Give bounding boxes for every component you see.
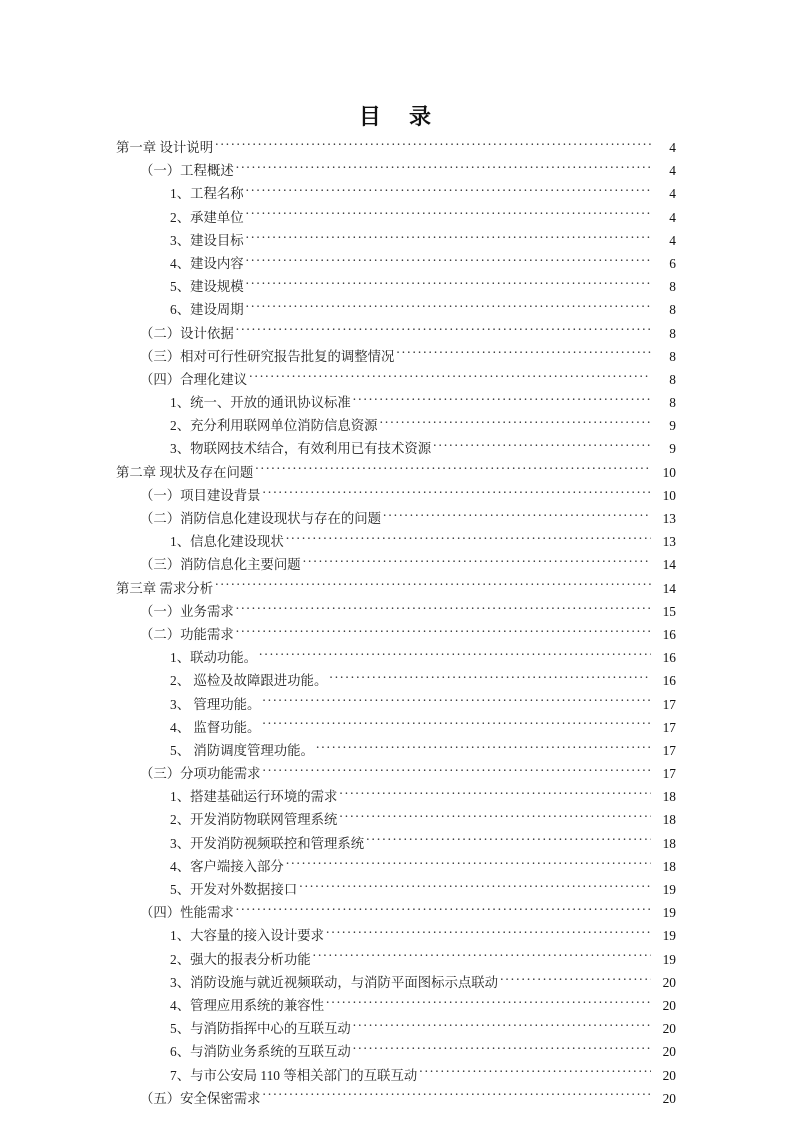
toc-dot-leader: [246, 208, 651, 221]
toc-entry[interactable]: [116, 437, 676, 460]
toc-dot-leader: [246, 301, 651, 314]
toc-dot-leader: [262, 695, 651, 708]
toc-entry-page-number: 17: [662, 766, 676, 782]
toc-entry-page-number: 8: [669, 325, 676, 341]
toc-entry-label: 1、信息化建设现状: [170, 534, 284, 550]
toc-entry-label: 5、 消防调度管理功能。: [170, 742, 314, 758]
toc-entry-page-number: 9: [669, 441, 676, 457]
toc-list: [116, 136, 676, 1110]
toc-entry[interactable]: [116, 808, 676, 831]
toc-entry[interactable]: [116, 901, 676, 924]
toc-entry-label: （三）相对可行性研究报告批复的调整情况: [140, 348, 395, 364]
toc-entry-page-number: 8: [669, 395, 676, 411]
toc-entry-page-number: 18: [662, 835, 676, 851]
toc-entry-page-number: 18: [662, 858, 676, 874]
toc-dot-leader: [303, 556, 651, 569]
toc-dot-leader: [259, 649, 651, 662]
toc-entry[interactable]: [116, 1064, 676, 1087]
toc-dot-leader: [263, 1089, 651, 1102]
toc-entry-label: （二）功能需求: [140, 626, 234, 642]
toc-entry-page-number: 6: [669, 255, 676, 271]
toc-entry[interactable]: [116, 600, 676, 623]
toc-dot-leader: [419, 1066, 651, 1079]
toc-entry-page-number: 17: [662, 696, 676, 712]
toc-dot-leader: [215, 579, 651, 592]
toc-entry-label: 3、 管理功能。: [170, 696, 261, 712]
toc-entry-label: （一）业务需求: [140, 603, 234, 619]
toc-entry-page-number: 4: [669, 232, 676, 248]
toc-entry-label: 1、工程名称: [170, 186, 244, 202]
toc-entry-page-number: 16: [662, 626, 676, 642]
toc-entry[interactable]: [116, 182, 676, 205]
toc-entry-page-number: 19: [662, 882, 676, 897]
toc-entry[interactable]: [116, 832, 676, 855]
toc-entry[interactable]: [116, 924, 676, 947]
toc-entry-page-number: 20: [662, 997, 676, 1013]
toc-entry-page-number: 20: [662, 1021, 676, 1037]
toc-dot-leader: [500, 973, 651, 986]
toc-entry[interactable]: [116, 971, 676, 994]
toc-entry-page-number: 20: [662, 1044, 676, 1060]
toc-entry[interactable]: [116, 345, 676, 368]
toc-entry-label: 2、充分利用联网单位消防信息资源: [170, 418, 378, 434]
toc-dot-leader: [236, 602, 651, 615]
toc-entry[interactable]: [116, 948, 676, 971]
toc-entry-label: 6、与消防业务系统的互联互动: [170, 1044, 351, 1060]
toc-entry-label: 3、消防设施与就近视频联动，与消防平面图标示点联动: [170, 974, 499, 990]
toc-entry[interactable]: [116, 669, 676, 692]
toc-entry[interactable]: [116, 206, 676, 229]
toc-dot-leader: [366, 834, 651, 847]
toc-dot-leader: [263, 765, 651, 778]
toc-dot-leader: [329, 672, 651, 685]
toc-dot-leader: [326, 927, 651, 940]
toc-entry[interactable]: [116, 159, 676, 182]
toc-entry-label: 7、与市公安局 110 等相关部门的互联互动: [170, 1067, 418, 1083]
toc-entry-label: （一）项目建设背景: [140, 487, 261, 503]
toc-entry-page-number: 8: [669, 348, 676, 364]
toc-entry-label: 4、 监督功能。: [170, 719, 261, 735]
toc-dot-leader: [339, 788, 651, 801]
toc-dot-leader: [286, 857, 651, 870]
toc-entry-page-number: 4: [669, 163, 676, 179]
toc-entry[interactable]: [116, 1087, 676, 1110]
toc-entry-page-number: 19: [662, 928, 676, 944]
toc-entry-label: 3、开发消防视频联控和管理系统: [170, 835, 365, 851]
toc-entry-page-number: 14: [662, 557, 676, 573]
toc-entry-page-number: 10: [662, 487, 676, 503]
toc-dot-leader: [353, 394, 651, 407]
toc-entry-page-number: 15: [662, 603, 676, 619]
toc-dot-leader: [236, 162, 651, 175]
toc-entry-page-number: 19: [662, 951, 676, 967]
toc-entry-label: （四）性能需求: [140, 905, 234, 921]
toc-entry-page-number: 8: [669, 279, 676, 295]
toc-entry-label: 第三章 需求分析: [116, 580, 214, 596]
toc-dot-leader: [262, 718, 651, 731]
toc-dot-leader: [236, 324, 651, 337]
toc-entry-page-number: 14: [662, 580, 676, 596]
toc-entry-page-number: 18: [662, 812, 676, 828]
toc-entry[interactable]: [116, 623, 676, 646]
toc-entry-page-number: 20: [662, 974, 676, 990]
toc-dot-leader: [246, 278, 651, 291]
toc-entry-label: 2、承建单位: [170, 209, 244, 225]
toc-dot-leader: [255, 463, 651, 476]
toc-entry[interactable]: [116, 484, 676, 507]
toc-entry[interactable]: [116, 507, 676, 530]
toc-entry[interactable]: [116, 461, 676, 484]
toc-dot-leader: [353, 1020, 651, 1033]
toc-entry[interactable]: [116, 530, 676, 553]
toc-entry-label: （一）工程概述: [140, 163, 234, 179]
toc-dot-leader: [313, 950, 651, 963]
toc-dot-leader: [246, 255, 651, 268]
toc-entry[interactable]: [116, 136, 676, 159]
toc-entry[interactable]: [116, 855, 676, 878]
toc-entry[interactable]: [116, 762, 676, 785]
toc-entry[interactable]: [116, 553, 676, 576]
toc-entry-label: （五）安全保密需求: [140, 1090, 261, 1106]
toc-entry-label: 1、大容量的接入设计要求: [170, 928, 324, 944]
toc-entry-page-number: 16: [662, 673, 676, 689]
toc-dot-leader: [299, 881, 651, 894]
toc-entry-page-number: 4: [669, 186, 676, 202]
toc-entry-label: 第二章 现状及存在问题: [116, 464, 254, 480]
toc-entry[interactable]: [116, 229, 676, 252]
toc-entry-page-number: 20: [662, 1090, 676, 1106]
toc-dot-leader: [263, 486, 651, 499]
toc-entry-label: （三）分项功能需求: [140, 766, 261, 782]
toc-entry[interactable]: [116, 994, 676, 1017]
toc-dot-leader: [215, 139, 651, 152]
toc-dot-leader: [236, 626, 651, 639]
toc-entry-label: 2、强大的报表分析功能: [170, 951, 311, 967]
toc-entry-label: （四）合理化建议: [140, 371, 248, 387]
toc-entry-page-number: 17: [662, 719, 676, 735]
toc-entry[interactable]: [116, 646, 676, 669]
toc-entry-label: 4、管理应用系统的兼容性: [170, 997, 324, 1013]
toc-entry-label: 3、物联网技术结合，有效利用已有技术资源: [170, 441, 432, 457]
toc-entry[interactable]: [116, 739, 676, 762]
toc-entry-page-number: 17: [662, 742, 676, 758]
toc-entry-label: 5、建设规模: [170, 279, 244, 295]
toc-entry[interactable]: [116, 785, 676, 808]
toc-dot-leader: [339, 811, 651, 824]
toc-entry-page-number: 9: [669, 418, 676, 434]
toc-entry-label: 4、客户端接入部分: [170, 858, 284, 874]
toc-dot-leader: [326, 997, 651, 1010]
toc-dot-leader: [353, 1043, 651, 1056]
toc-entry-page-number: 13: [662, 511, 676, 526]
toc-entry-label: 1、统一、开放的通讯协议标准: [170, 395, 351, 411]
toc-entry-label: 1、联动功能。: [170, 650, 258, 666]
toc-entry-page-number: 20: [662, 1067, 676, 1083]
toc-dot-leader: [246, 185, 651, 198]
toc-entry-label: 6、建设周期: [170, 302, 244, 318]
toc-entry-page-number: 18: [662, 789, 676, 805]
toc-dot-leader: [249, 370, 651, 383]
toc-entry[interactable]: [116, 391, 676, 414]
toc-entry[interactable]: [116, 716, 676, 739]
toc-entry-label: 1、搭建基础运行环境的需求: [170, 789, 338, 805]
toc-dot-leader: [383, 510, 651, 523]
toc-entry-label: 4、建设内容: [170, 255, 244, 271]
toc-entry[interactable]: [116, 414, 676, 437]
toc-entry-page-number: 8: [669, 371, 676, 387]
toc-entry[interactable]: [116, 275, 676, 298]
toc-dot-leader: [433, 440, 651, 453]
toc-dot-leader: [396, 347, 651, 360]
toc-entry-label: 2、开发消防物联网管理系统: [170, 812, 338, 828]
toc-dot-leader: [236, 904, 651, 917]
toc-entry-page-number: 16: [662, 650, 676, 666]
toc-entry[interactable]: [116, 878, 676, 901]
toc-dot-leader: [316, 741, 651, 754]
toc-entry[interactable]: [116, 1017, 676, 1040]
toc-entry[interactable]: [116, 298, 676, 321]
toc-entry-page-number: 10: [662, 464, 676, 480]
toc-entry-label: 2、 巡检及故障跟进功能。: [170, 673, 328, 689]
toc-entry-label: 5、与消防指挥中心的互联互动: [170, 1021, 351, 1037]
toc-dot-leader: [286, 533, 651, 546]
toc-entry-label: 第一章 设计说明: [116, 140, 214, 155]
toc-entry-label: 5、开发对外数据接口: [170, 882, 298, 897]
toc-entry-label: 3、建设目标: [170, 232, 244, 248]
toc-entry-page-number: 4: [669, 140, 676, 155]
toc-entry-label: （二）设计依据: [140, 325, 234, 341]
toc-entry[interactable]: [116, 1040, 676, 1063]
toc-entry[interactable]: [116, 368, 676, 391]
toc-entry-page-number: 4: [669, 209, 676, 225]
toc-entry-label: （三）消防信息化主要问题: [140, 557, 301, 573]
toc-dot-leader: [380, 417, 651, 430]
toc-entry[interactable]: [116, 577, 676, 600]
toc-entry-label: （二）消防信息化建设现状与存在的问题: [140, 511, 382, 526]
toc-entry[interactable]: [116, 322, 676, 345]
toc-entry-page-number: 13: [662, 534, 676, 550]
toc-entry[interactable]: [116, 252, 676, 275]
toc-dot-leader: [246, 231, 651, 244]
toc-entry-page-number: 8: [669, 302, 676, 318]
toc-entry-page-number: 19: [662, 905, 676, 921]
toc-entry[interactable]: [116, 693, 676, 716]
page-title: 目 录: [358, 104, 435, 129]
